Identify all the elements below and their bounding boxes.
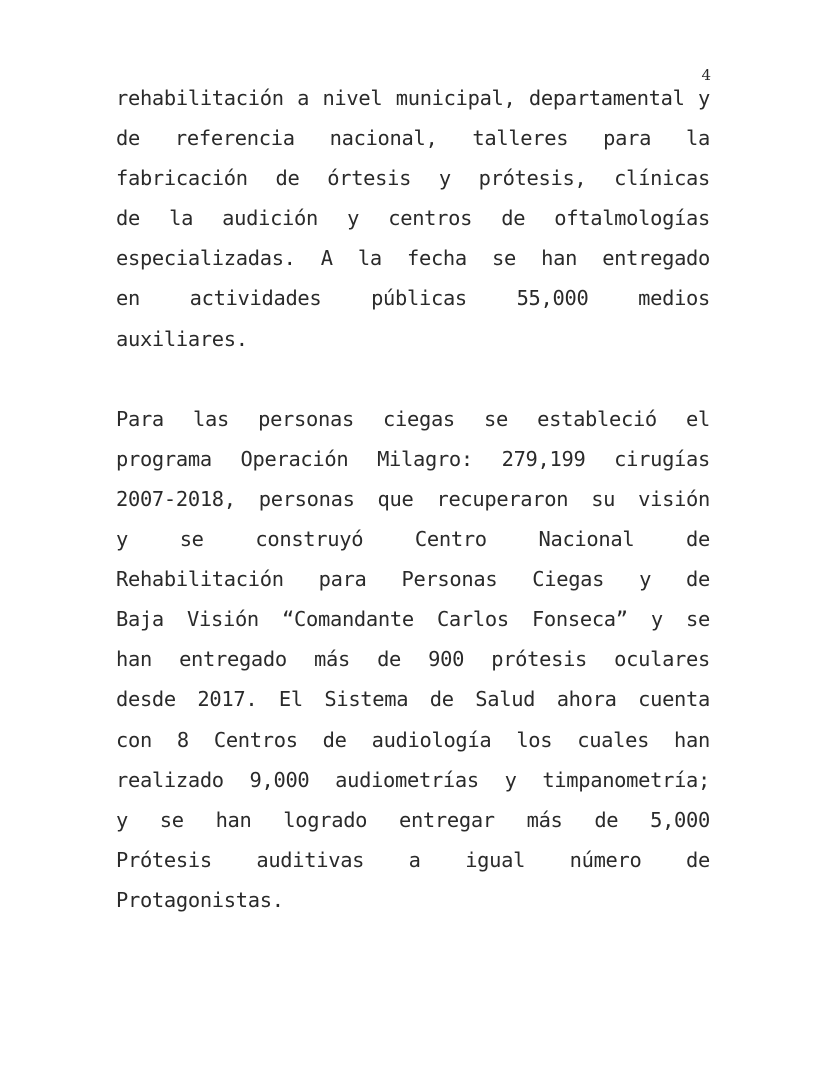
text-line: realizado 9,000 audiometrías y timpanometría; — [116, 767, 710, 792]
text-line: y se han logrado entregar más de 5,000 — [116, 807, 710, 832]
text-line: 2007-2018, personas que recuperaron su visión — [116, 486, 710, 511]
text-line: y se construyó Centro Nacional de — [116, 527, 710, 552]
text-line: fabricación de órtesis y prótesis, clínicas — [116, 166, 710, 191]
text-line: Para las personas ciegas se estableció el — [116, 406, 710, 431]
text-line: Rehabilitación para Personas Ciegas y de — [116, 567, 710, 592]
text-line: desde 2017. El Sistema de Salud ahora cuenta — [116, 687, 710, 712]
text-line: Baja Visión “Comandante Carlos Fonseca” y se — [116, 607, 710, 632]
text-line: Prótesis auditivas a igual número de — [116, 847, 710, 872]
text-line: de la audición y centros de oftalmologías — [116, 206, 710, 231]
text-line: rehabilitación a nivel municipal, departamental y — [116, 86, 710, 110]
paragraph-2 — [116, 399, 710, 920]
text-line: en actividades públicas 55,000 medios — [116, 286, 710, 311]
text-line: de referencia nacional, talleres para la — [116, 126, 710, 151]
text-line: programa Operación Milagro: 279,199 cirugías — [116, 446, 710, 471]
text-line: especializadas. A la fecha se han entregado — [116, 246, 710, 271]
text-line: Protagonistas. — [116, 887, 284, 912]
text-line: han entregado más de 900 prótesis oculares — [116, 647, 710, 672]
text-line: auxiliares. — [116, 326, 248, 351]
document-body — [116, 78, 710, 920]
paragraph-1 — [116, 78, 710, 359]
page-number: 4 — [701, 66, 711, 84]
text-line: con 8 Centros de audiología los cuales han — [116, 727, 710, 752]
